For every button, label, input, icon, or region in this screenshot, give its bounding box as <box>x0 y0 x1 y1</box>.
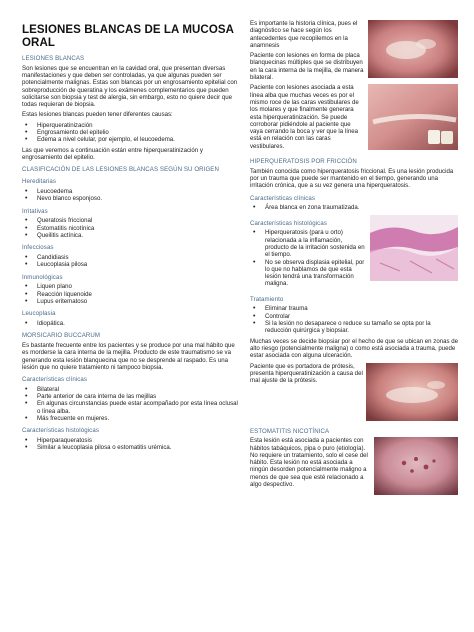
morsicario-paragraph: Es bastante frecuente entre los pacientes y se produce por una mal hábito que es morderse la cara interna de la mejilla. Producto de este traumatismo se va generando esta lesión blanquecina que no se desprende al raspado. Es una lesión que no quiere tratamiento ni tampoco biopsia. <box>22 341 235 371</box>
friction-clinical-list <box>250 204 458 211</box>
causes-list <box>22 122 242 144</box>
list-item: • Parte anterior de cara interna de las mejillas <box>22 393 242 400</box>
group-list-inmunologicas <box>22 283 242 305</box>
palate-photo <box>374 437 458 495</box>
list-item: • Liquen plano <box>22 283 242 290</box>
list-item: • Nevo blanco esponjoso. <box>22 195 242 202</box>
list-item: • Estomatitis nicotínica <box>22 225 242 232</box>
figure-block-5 <box>250 437 458 497</box>
list-item: • Leucoplasia pilosa <box>22 261 242 268</box>
list-item: • Controlar <box>250 313 458 320</box>
list-item: • Hiperqueratinización <box>22 122 242 129</box>
morsicario-clinical-list <box>22 386 242 422</box>
list-item: • Similar a leucoplasia pilosa o estomatitis urémica. <box>22 444 242 451</box>
figure-2-caption: Paciente con lesiones asociada a esta línea alba que muchas veces es por el mismo roce de las caras vestibulares de los molares y que finalmente generara esta hiperqueratinización. Se puede corroborar pidiéndole al paciente que vaya cerrando la boca y ver que la línea está en relación con las caras vestibulares. <box>250 84 359 150</box>
friction-histo-list <box>250 229 458 287</box>
figure-block-3 <box>250 215 458 291</box>
list-item: • Edema a nivel celular, por ejemplo, el leucoedema. <box>22 136 242 143</box>
nicotine-paragraph: Esta lesión está asociada a pacientes con hábitos tabáquicos, pipa o puro (etiología). No requiere un tratamiento, solo el cese del hábito. Esta lesión no está asociada a ningún desorden potencialmente maligno a menos de que sea que esté relacionado a algo despectivo. <box>250 437 368 488</box>
group-list-infecciosas <box>22 254 242 269</box>
list-item: • Queilitis actínica. <box>22 232 242 239</box>
group-list-leucoplasia <box>22 320 242 327</box>
list-item: • Hiperqueratosis (para u orto) relacionada a la inflamación, producto de la irritación sostenida en el tiempo. <box>250 229 458 258</box>
group-list-irritativas <box>22 217 242 239</box>
morsicario-histo-heading: Características histológicas <box>22 427 99 435</box>
friction-heading: HIPERQUERATOSIS POR FRICCIÓN <box>250 158 357 166</box>
morsicario-heading: MORSICARIO BUCCARUM <box>22 332 101 340</box>
list-item: • Más frecuente en mujeres. <box>22 415 242 422</box>
morsicario-histo-list <box>22 437 242 452</box>
nicotine-heading: ESTOMATITIS NICOTÍNICA <box>250 427 330 435</box>
list-item: • Si la lesión no desaparece o reduce su tamaño se opta por la reducción quirúrgica y biopsiar. <box>250 320 458 335</box>
figure-4-caption: Paciente que es portadora de prótesis, presenta hiperqueratinización a causa del mal ajuste de la prótesis. <box>250 362 363 385</box>
oral-mucosa-photo-2 <box>368 84 458 150</box>
list-item: • Reacción liquenoide <box>22 291 242 298</box>
list-item: • Queratosis friccional <box>22 217 242 224</box>
group-heading-inmunologicas: Inmunológicas <box>22 273 63 281</box>
figure-block-4 <box>250 363 458 423</box>
list-item: • Leucoedema <box>22 188 242 195</box>
continue-paragraph: Las que veremos a continuación están entre hiperqueratinización y engrosamiento del epitelio. <box>22 146 203 161</box>
list-item: • Bilateral <box>22 386 242 393</box>
treatment-heading: Tratamiento <box>250 295 284 303</box>
section-heading-lesiones-blancas: LESIONES BLANCAS <box>22 55 85 62</box>
group-heading-hereditarias: Hereditarias <box>22 178 57 186</box>
intro-paragraph: Son lesiones que se encuentran en la cavidad oral, que presentan diversas manifestaciones y que deben ser controladas, ya que algunas pueden ser potencialmente malignas. Estas son blancas por un engrosamiento epitelial con sobreproducción de queratina y los exámenes complementarios que pueden solicitarse son biopsia y test de alergia, sin embargo, esto no quiere decir que todas requieran de biopsia. <box>22 64 238 109</box>
history-paragraph: Es importante la historia clínica, pues el diagnóstico se hace según los antecedentes que recopilemos en la anamnesis <box>250 20 358 49</box>
list-item: • Eliminar trauma <box>250 305 458 312</box>
friction-histo-heading: Características histológicas <box>250 219 327 227</box>
group-list-hereditarias <box>22 188 242 203</box>
friction-paragraph: También conocida como hiperqueratosis friccional. Es una lesión producida por un trauma que puede ser mantenido en el tiempo, generando una irritación crónica, que a su vez genera una hiperqueratosis. <box>250 167 454 190</box>
classification-heading: CLASIFICACIÓN DE LAS LESIONES BLANCAS SEGÚN SU ORIGEN <box>22 166 219 174</box>
list-item: • Idiopática. <box>22 320 242 327</box>
list-item: • Hiperparaqueratosis <box>22 437 242 444</box>
group-heading-leucoplasia: Leucoplasia <box>22 310 56 318</box>
group-heading-infecciosas: Infecciosas <box>22 244 54 252</box>
figure-block-1 <box>250 20 458 84</box>
group-heading-irritativas: Irritativas <box>22 207 48 215</box>
document-title: LESIONES BLANCAS DE LA MUCOSA ORAL <box>22 24 234 49</box>
biopsy-paragraph: Muchas veces se decide biopsiar por el hecho de que se ubican en zonas de alto riesgo (potencialmente maligna) o como está asociada a trauma, puede estar asociada con alguna ulceración. <box>250 337 458 360</box>
list-item: • Candidiasis <box>22 254 242 261</box>
oral-mucosa-photo-1 <box>368 20 458 78</box>
friction-clinical-heading: Características clínicas <box>250 194 316 202</box>
list-item: • En algunas circunstancias puede estar acompañado por esta línea oclusal o línea alba. <box>22 400 242 415</box>
figure-1-caption: Paciente con lesiones en forma de placa blanquecinas múltiples que se distribuyen en la cara interna de la mejilla, de manera bilateral. <box>250 52 364 82</box>
causes-intro: Estas lesiones blancas pueden tener diferentes causas: <box>22 111 173 119</box>
oral-mucosa-photo-4 <box>366 363 458 421</box>
list-item: • Área blanca en zona traumatizada. <box>250 204 458 211</box>
right-column <box>250 20 458 497</box>
treatment-list <box>250 305 458 334</box>
left-column <box>22 24 242 455</box>
morsicario-clinical-heading: Características clínicas <box>22 376 88 384</box>
list-item: • Lupus eritematoso <box>22 298 242 305</box>
figure-block-2 <box>250 84 458 153</box>
list-item: • No se observa displasia epitelial, por lo que no hablamos de que esta lesión tendrá una transformación maligna. <box>250 259 458 288</box>
list-item: • Engrosamiento del epitelio <box>22 129 242 136</box>
